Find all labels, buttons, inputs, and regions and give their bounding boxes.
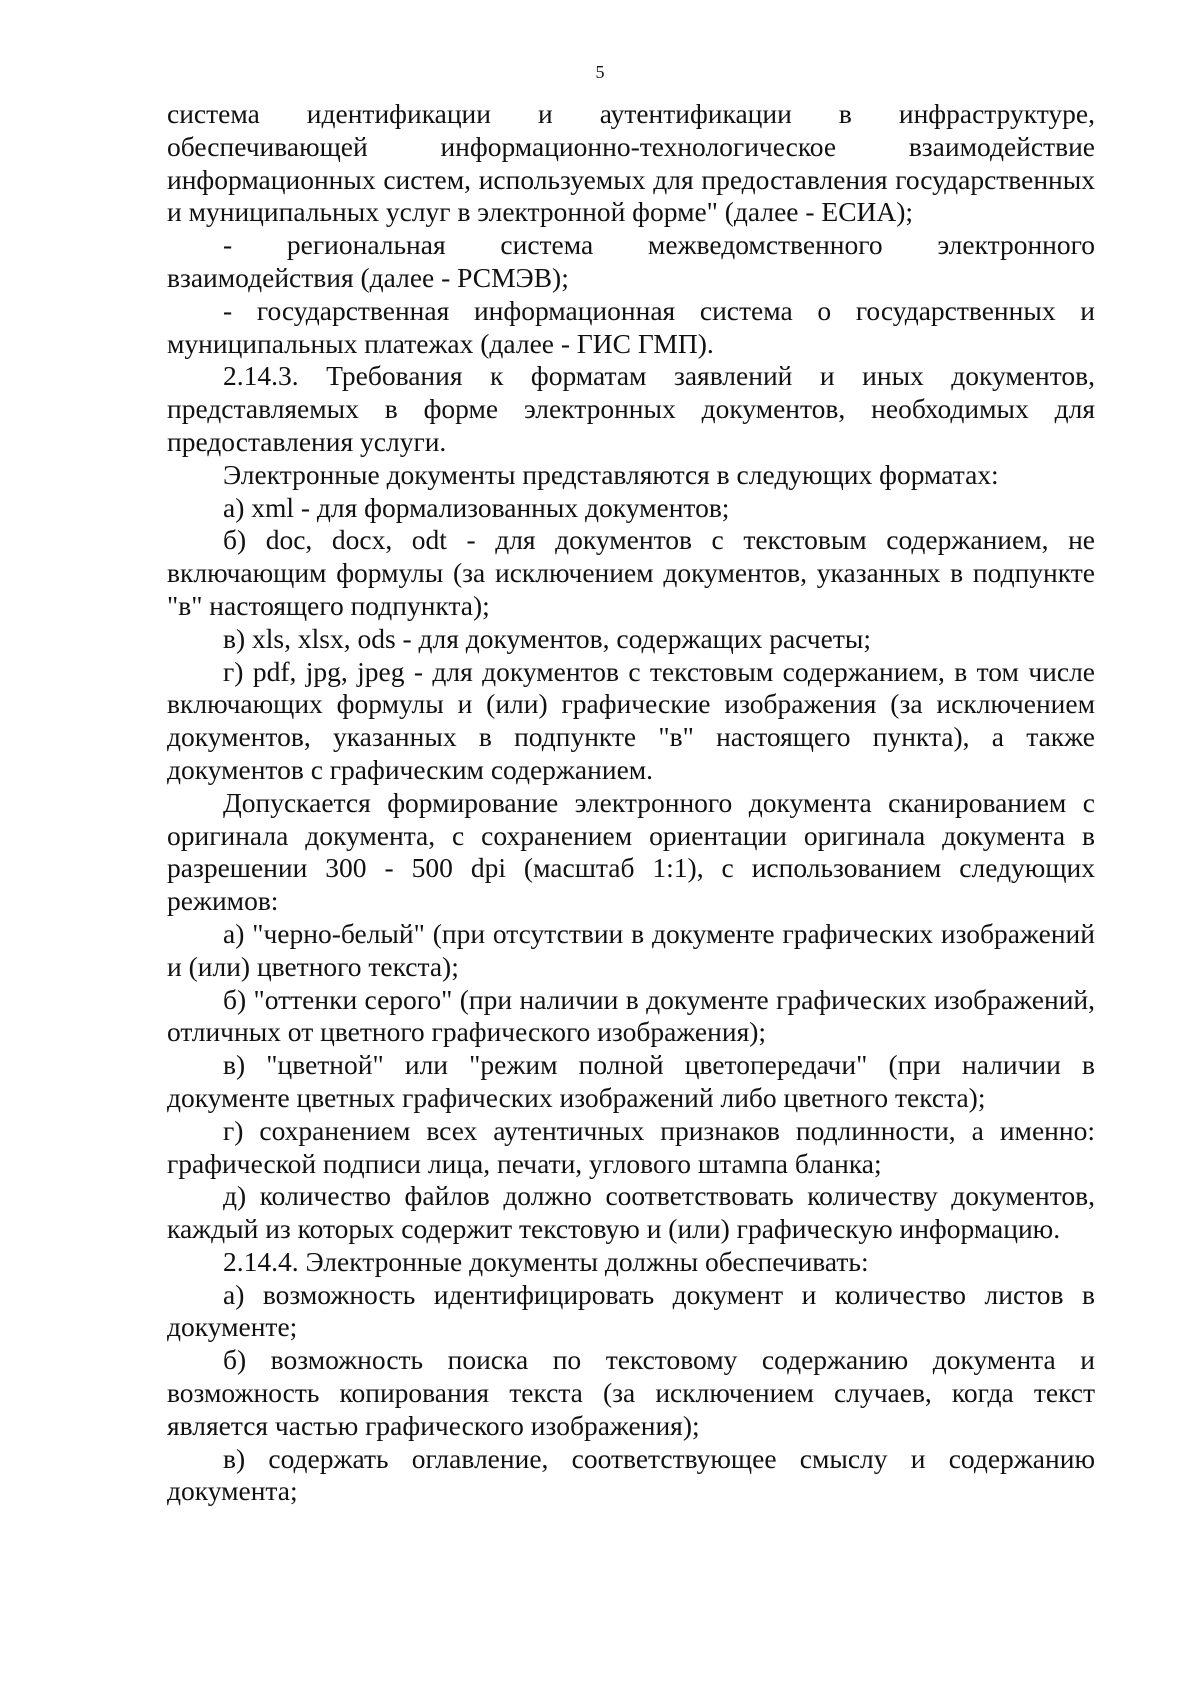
paragraph-requirement-b: б) возможность поиска по текстовому содержанию документа и возможность копирования текста (за исключением случаев, когда текст является частью графического изображения);	[167, 1344, 1095, 1441]
paragraph-scanning-intro: Допускается формирование электронного документа сканированием с оригинала документа, с сохранением ориентации оригинала документа в разрешении 300 - 500 dpi (масштаб 1:1), с использованием следующих режимов:	[167, 786, 1095, 917]
paragraph-format-b: б) doc, docx, odt - для документов с текстовым содержанием, не включающим формулы (за исключением документов, указанных в подпункте "в" настоящего подпункта);	[167, 524, 1095, 621]
paragraph-mode-v: в) "цветной" или "режим полной цветопередачи" (при наличии в документе цветных графических изображений либо цветного текста);	[167, 1049, 1095, 1113]
paragraph-rsmev: - региональная система межведомственного электронного взаимодействия (далее - РСМЭВ);	[167, 229, 1095, 293]
paragraph-mode-g: г) сохранением всех аутентичных признаков подлинности, а именно: графической подписи лица, печати, углового штампа бланка;	[167, 1114, 1095, 1179]
paragraph-format-g: г) pdf, jpg, jpeg - для документов с текстовым содержанием, в том числе включающих формулы и (или) графические изображения (за исключением документов, указанных в подпункте "в" настоящего пункта), а также документов с графическим содержанием.	[167, 655, 1095, 785]
paragraph-mode-b: б) "оттенки серого" (при наличии в документе графических изображений, отличных от цветного графического изображения);	[167, 983, 1095, 1048]
paragraph-2-14-4-heading: 2.14.4. Электронные документы должны обеспечивать:	[223, 1245, 869, 1277]
document-body	[167, 98, 1095, 1508]
paragraph-mode-a: а) "черно-белый" (при отсутствии в документе графических изображений и (или) цветного текста);	[167, 917, 1095, 982]
paragraph-format-a: а) xml - для формализованных документов;	[223, 491, 730, 523]
paragraph-formats-intro: Электронные документы представляются в следующих форматах:	[223, 458, 999, 490]
paragraph-requirement-v: в) содержать оглавление, соответствующее смыслу и содержанию документа;	[167, 1442, 1095, 1507]
paragraph-gis-gmp: - государственная информационная система о государственных и муниципальных платежах (далее - ГИС ГМП).	[167, 294, 1095, 359]
page-number: 5	[595, 62, 605, 82]
paragraph-2-14-3-heading: 2.14.3. Требования к форматам заявлений и иных документов, представляемых в форме электронных документов, необходимых для предоставления услуги.	[167, 360, 1095, 457]
paragraph-requirement-a: а) возможность идентифицировать документ и количество листов в документе;	[167, 1278, 1095, 1343]
paragraph-esia-continuation: система идентификации и аутентификации в инфраструктуре, обеспечивающей информационно-технологическое взаимодействие информационных систем, используемых для предоставления государственных и муниципальных услуг в электронной форме" (далее - ЕСИА);	[167, 98, 1095, 228]
paragraph-format-v: в) xls, xlsx, ods - для документов, содержащих расчеты;	[223, 622, 871, 654]
paragraph-mode-d: д) количество файлов должно соответствовать количеству документов, каждый из которых содержит текстовую и (или) графическую информацию.	[167, 1180, 1095, 1245]
